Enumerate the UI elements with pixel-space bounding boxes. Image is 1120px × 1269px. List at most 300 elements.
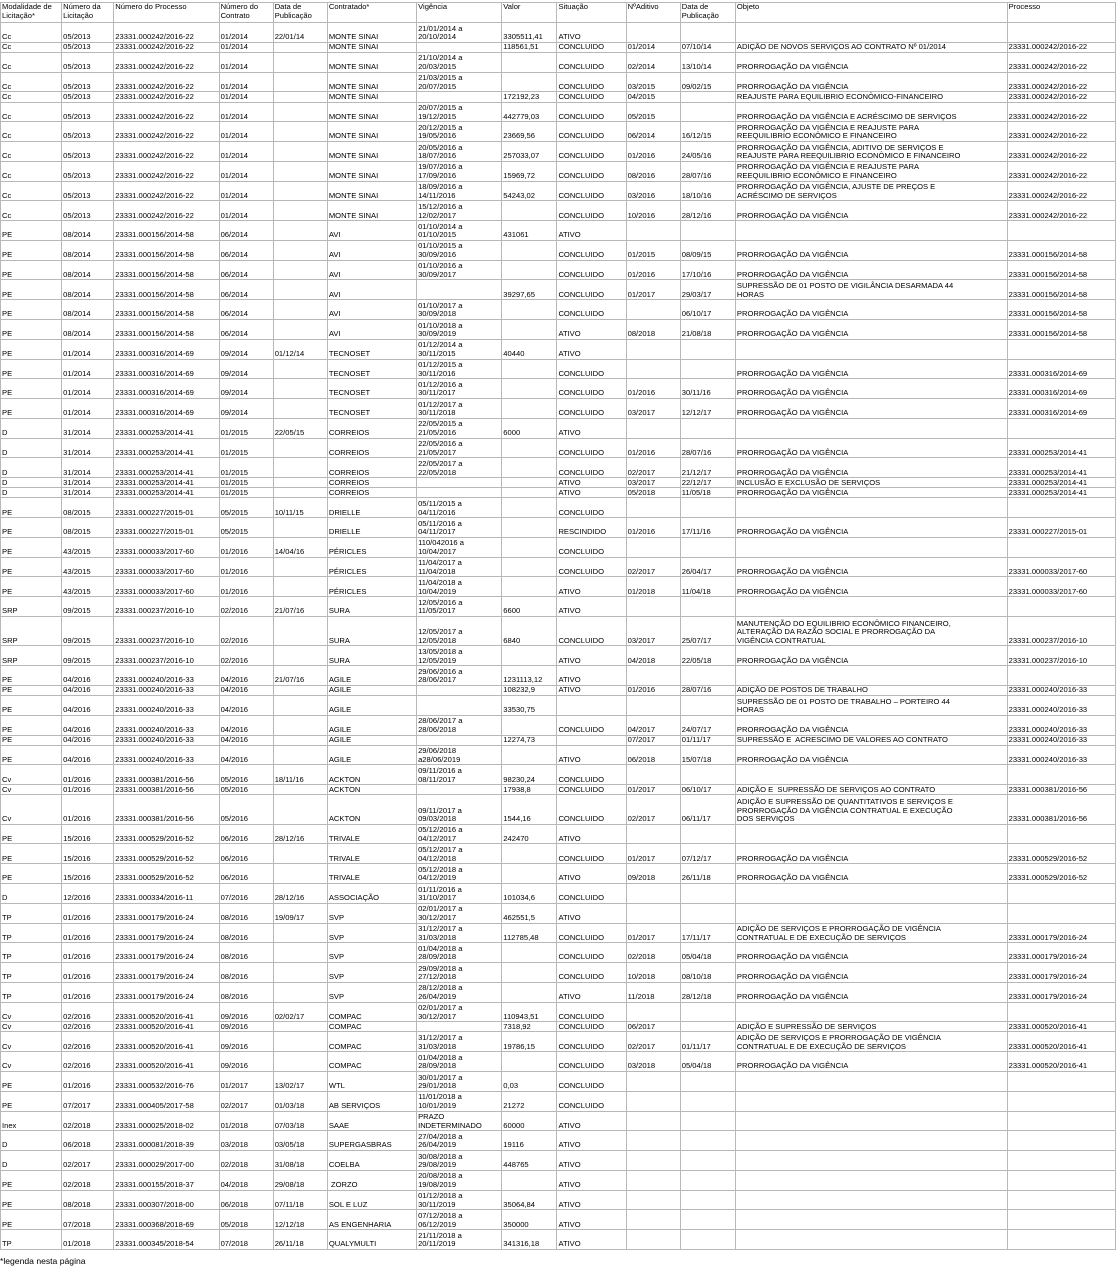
cell-data-publicacao: 26/11/18	[273, 1230, 327, 1250]
cell-situacao	[557, 695, 626, 715]
cell-numero-processo: 23331.000242/2016-22	[114, 142, 219, 162]
cell-valor: 462551,5	[502, 903, 557, 923]
cell-modalidade: PE	[1, 1170, 62, 1190]
cell-vigencia: 21/10/2014 a 20/03/2015	[417, 52, 502, 72]
cell-numero-licitacao: 08/2018	[62, 1190, 114, 1210]
cell-situacao: ATIVO	[557, 478, 626, 488]
cell-data-publicacao	[273, 646, 327, 666]
cell-numero-processo: 23331.000316/2014-69	[114, 359, 219, 379]
cell-objeto	[735, 1072, 1007, 1092]
cell-numero-contrato: 06/2014	[219, 319, 273, 339]
cell-numero-processo: 23331.000316/2014-69	[114, 339, 219, 359]
cell-processo: 23331.000240/2016-33	[1007, 685, 1115, 695]
cell-vigencia: 12/05/2017 a 12/05/2018	[417, 616, 502, 645]
cell-data-publicacao-aditivo	[680, 1022, 735, 1032]
cell-objeto: PRORROGAÇÃO DA VIGÊNCIA	[735, 399, 1007, 419]
cell-numero-processo: 23331.000242/2016-22	[114, 23, 219, 43]
cell-aditivo	[626, 903, 680, 923]
cell-numero-processo: 23331.000033/2017-60	[114, 557, 219, 577]
table-row	[1, 1091, 1116, 1111]
cell-objeto	[735, 537, 1007, 557]
cell-data-publicacao-aditivo: 24/07/17	[680, 715, 735, 735]
cell-aditivo: 06/2018	[626, 745, 680, 765]
cell-aditivo	[626, 359, 680, 379]
cell-data-publicacao: 22/05/15	[273, 418, 327, 438]
cell-valor: 15969,72	[502, 161, 557, 181]
cell-numero-licitacao: 01/2014	[62, 359, 114, 379]
cell-numero-licitacao: 01/2014	[62, 399, 114, 419]
cell-data-publicacao-aditivo: 21/08/18	[680, 319, 735, 339]
table-row	[1, 735, 1116, 745]
cell-data-publicacao-aditivo: 17/11/17	[680, 923, 735, 943]
cell-objeto: PRORROGAÇÃO DA VIGÊNCIA	[735, 488, 1007, 498]
cell-objeto	[735, 23, 1007, 43]
cell-numero-contrato: 01/2014	[219, 201, 273, 221]
cell-valor	[502, 240, 557, 260]
cell-situacao: CONCLUIDO	[557, 1032, 626, 1052]
cell-objeto	[735, 1170, 1007, 1190]
cell-processo: 23331.000033/2017-60	[1007, 577, 1115, 597]
table-row	[1, 1230, 1116, 1250]
cell-modalidade: PE	[1, 1072, 62, 1092]
cell-processo: 23331.000242/2016-22	[1007, 142, 1115, 162]
cell-numero-contrato: 09/2014	[219, 359, 273, 379]
cell-numero-processo: 23331.000156/2014-58	[114, 260, 219, 280]
cell-data-publicacao-aditivo: 26/11/18	[680, 864, 735, 884]
cell-numero-licitacao: 01/2016	[62, 982, 114, 1002]
table-row	[1, 478, 1116, 488]
cell-contratado: AVI	[327, 319, 416, 339]
cell-modalidade: D	[1, 458, 62, 478]
cell-data-publicacao-aditivo: 26/04/17	[680, 557, 735, 577]
cell-numero-licitacao: 05/2013	[62, 72, 114, 92]
cell-data-publicacao-aditivo	[680, 883, 735, 903]
cell-modalidade: Cc	[1, 201, 62, 221]
cell-situacao: ATIVO	[557, 646, 626, 666]
cell-data-publicacao-aditivo: 06/10/17	[680, 300, 735, 320]
cell-aditivo: 01/2016	[626, 142, 680, 162]
cell-valor	[502, 498, 557, 518]
cell-aditivo: 01/2016	[626, 260, 680, 280]
cell-processo: 23331.000179/2016-24	[1007, 982, 1115, 1002]
cell-objeto: PRORROGAÇÃO DA VIGÊNCIA	[735, 438, 1007, 458]
cell-modalidade: Cc	[1, 122, 62, 142]
cell-valor: 54243,02	[502, 181, 557, 201]
cell-data-publicacao: 13/02/17	[273, 1072, 327, 1092]
cell-numero-contrato: 01/2018	[219, 1111, 273, 1131]
cell-numero-contrato: 02/2017	[219, 1091, 273, 1111]
cell-situacao: ATIVO	[557, 982, 626, 1002]
table-row	[1, 577, 1116, 597]
cell-data-publicacao	[273, 102, 327, 122]
cell-aditivo: 01/2014	[626, 42, 680, 52]
table-row	[1, 1072, 1116, 1092]
table-row	[1, 488, 1116, 498]
cell-data-publicacao	[273, 280, 327, 300]
cell-objeto: SUPRESSÃO E ACRESCIMO DE VALORES AO CONTRATO	[735, 735, 1007, 745]
cell-numero-contrato: 01/2015	[219, 478, 273, 488]
cell-processo: 23331.000520/2016-41	[1007, 1032, 1115, 1052]
cell-processo: 23331.000316/2014-69	[1007, 399, 1115, 419]
cell-data-publicacao	[273, 715, 327, 735]
cell-numero-contrato: 08/2016	[219, 903, 273, 923]
cell-numero-processo: 23331.000240/2016-33	[114, 715, 219, 735]
cell-data-publicacao-aditivo	[680, 765, 735, 785]
cell-vigencia: 01/04/2018 a 28/09/2018	[417, 943, 502, 963]
cell-data-publicacao-aditivo	[680, 418, 735, 438]
cell-numero-processo: 23331.000240/2016-33	[114, 735, 219, 745]
cell-data-publicacao	[273, 42, 327, 52]
cell-vigencia: 01/04/2018 a 28/09/2018	[417, 1052, 502, 1072]
cell-modalidade: Cv	[1, 1032, 62, 1052]
cell-contratado: PÉRICLES	[327, 577, 416, 597]
cell-processo: 23331.000529/2016-52	[1007, 844, 1115, 864]
cell-numero-processo: 23331.000156/2014-58	[114, 319, 219, 339]
cell-data-publicacao-aditivo: 28/12/18	[680, 982, 735, 1002]
cell-contratado: MONTE SINAI	[327, 102, 416, 122]
cell-situacao: CONCLUIDO	[557, 260, 626, 280]
cell-processo	[1007, 765, 1115, 785]
cell-data-publicacao: 22/01/14	[273, 23, 327, 43]
header-processo: Processo	[1007, 3, 1115, 23]
table-row	[1, 666, 1116, 686]
cell-numero-licitacao: 08/2015	[62, 498, 114, 518]
cell-numero-licitacao: 01/2014	[62, 379, 114, 399]
cell-objeto: ADIÇÃO DE SERVIÇOS E PRORROGAÇÃO DE VIGÊNCIA CONTRATUAL E DE EXECUÇÃO DE SERVIÇOS	[735, 923, 1007, 943]
cell-numero-contrato: 01/2016	[219, 557, 273, 577]
cell-aditivo	[626, 1072, 680, 1092]
cell-contratado: AGILE	[327, 685, 416, 695]
cell-data-publicacao-aditivo: 01/11/17	[680, 735, 735, 745]
cell-numero-contrato: 08/2016	[219, 923, 273, 943]
cell-modalidade: PE	[1, 685, 62, 695]
cell-situacao: CONCLUIDO	[557, 72, 626, 92]
cell-objeto: ADIÇÃO E SUPRESSÃO DE SERVIÇOS	[735, 1022, 1007, 1032]
cell-numero-processo: 23331.000253/2014-41	[114, 488, 219, 498]
cell-vigencia: 05/11/2016 a 04/11/2017	[417, 518, 502, 538]
cell-data-publicacao-aditivo: 28/07/16	[680, 161, 735, 181]
cell-aditivo: 01/2016	[626, 518, 680, 538]
cell-aditivo	[626, 1230, 680, 1250]
cell-aditivo	[626, 666, 680, 686]
cell-data-publicacao	[273, 695, 327, 715]
cell-data-publicacao-aditivo: 28/12/16	[680, 201, 735, 221]
table-row	[1, 785, 1116, 795]
cell-contratado: SURA	[327, 646, 416, 666]
cell-situacao: ATIVO	[557, 339, 626, 359]
cell-valor: 1544,16	[502, 795, 557, 824]
cell-data-publicacao-aditivo: 28/07/16	[680, 438, 735, 458]
cell-modalidade: PE	[1, 745, 62, 765]
cell-numero-licitacao: 43/2015	[62, 557, 114, 577]
cell-vigencia	[417, 478, 502, 488]
cell-contratado: CORREIOS	[327, 488, 416, 498]
cell-aditivo: 08/2018	[626, 319, 680, 339]
cell-situacao: CONCLUIDO	[557, 498, 626, 518]
cell-data-publicacao	[273, 735, 327, 745]
cell-vigencia: 01/10/2014 a 01/10/2015	[417, 221, 502, 241]
cell-situacao: ATIVO	[557, 1230, 626, 1250]
cell-objeto	[735, 418, 1007, 438]
cell-numero-processo: 23331.000242/2016-22	[114, 161, 219, 181]
cell-objeto	[735, 1210, 1007, 1230]
cell-modalidade: Cc	[1, 72, 62, 92]
cell-situacao: CONCLUIDO	[557, 102, 626, 122]
cell-valor: 19786,15	[502, 1032, 557, 1052]
header-modalidade: Modalidade de Licitação*	[1, 3, 62, 23]
cell-modalidade: PE	[1, 300, 62, 320]
cell-modalidade: TP	[1, 923, 62, 943]
cell-numero-licitacao: 31/2014	[62, 458, 114, 478]
cell-situacao: CONCLUIDO	[557, 280, 626, 300]
cell-data-publicacao-aditivo: 06/10/17	[680, 785, 735, 795]
cell-numero-processo: 23331.000532/2016-76	[114, 1072, 219, 1092]
cell-vigencia: 05/12/2017 a 04/12/2018	[417, 844, 502, 864]
cell-numero-contrato: 01/2014	[219, 122, 273, 142]
cell-modalidade: D	[1, 1151, 62, 1171]
cell-situacao: CONCLUIDO	[557, 300, 626, 320]
table-row	[1, 102, 1116, 122]
cell-objeto	[735, 1111, 1007, 1131]
cell-valor: 40440	[502, 339, 557, 359]
cell-contratado: MONTE SINAI	[327, 42, 416, 52]
cell-contratado: ACKTON	[327, 765, 416, 785]
cell-numero-contrato: 01/2015	[219, 418, 273, 438]
cell-numero-contrato: 06/2016	[219, 864, 273, 884]
table-row	[1, 300, 1116, 320]
cell-processo: 23331.000242/2016-22	[1007, 52, 1115, 72]
cell-data-publicacao-aditivo	[680, 498, 735, 518]
cell-modalidade: PE	[1, 537, 62, 557]
cell-situacao	[557, 735, 626, 745]
cell-numero-processo: 23331.000155/2018-37	[114, 1170, 219, 1190]
cell-vigencia: 01/10/2018 a 30/09/2019	[417, 319, 502, 339]
cell-modalidade: PE	[1, 260, 62, 280]
cell-contratado: SVP	[327, 982, 416, 1002]
cell-numero-licitacao: 15/2016	[62, 844, 114, 864]
cell-data-publicacao	[273, 478, 327, 488]
cell-contratado: COMPAC	[327, 1052, 416, 1072]
cell-aditivo	[626, 597, 680, 617]
cell-numero-processo: 23331.000520/2016-41	[114, 1022, 219, 1032]
cell-vigencia: 02/01/2017 a 30/12/2017	[417, 1002, 502, 1022]
cell-numero-contrato: 01/2014	[219, 181, 273, 201]
cell-numero-processo: 23331.000529/2016-52	[114, 824, 219, 844]
cell-valor: 12274,73	[502, 735, 557, 745]
cell-numero-processo: 23331.000381/2016-56	[114, 795, 219, 824]
cell-data-publicacao	[273, 963, 327, 983]
cell-data-publicacao	[273, 122, 327, 142]
cell-processo	[1007, 1210, 1115, 1230]
cell-processo	[1007, 1190, 1115, 1210]
cell-modalidade: Cc	[1, 181, 62, 201]
cell-numero-licitacao: 01/2016	[62, 923, 114, 943]
cell-numero-licitacao: 09/2015	[62, 597, 114, 617]
cell-situacao: CONCLUIDO	[557, 142, 626, 162]
cell-aditivo: 01/2017	[626, 844, 680, 864]
table-row	[1, 1032, 1116, 1052]
cell-data-publicacao-aditivo: 08/10/18	[680, 963, 735, 983]
cell-objeto: PRORROGAÇÃO DA VIGÊNCIA	[735, 240, 1007, 260]
cell-numero-contrato: 05/2018	[219, 1210, 273, 1230]
cell-vigencia: 22/05/2015 a 21/05/2016	[417, 418, 502, 438]
cell-processo: 23331.000316/2014-69	[1007, 359, 1115, 379]
cell-aditivo: 03/2018	[626, 1052, 680, 1072]
cell-aditivo: 03/2017	[626, 399, 680, 419]
cell-data-publicacao-aditivo: 06/11/17	[680, 795, 735, 824]
contracts-table	[0, 2, 1116, 1250]
cell-objeto: PRORROGAÇÃO DA VIGÊNCIA	[735, 982, 1007, 1002]
cell-modalidade: D	[1, 1131, 62, 1151]
cell-processo	[1007, 1131, 1115, 1151]
cell-valor: 112785,48	[502, 923, 557, 943]
table-row	[1, 518, 1116, 538]
cell-aditivo	[626, 765, 680, 785]
cell-numero-processo: 23331.000242/2016-22	[114, 92, 219, 102]
cell-aditivo	[626, 824, 680, 844]
cell-contratado: AGILE	[327, 695, 416, 715]
cell-objeto: ADIÇÃO DE NOVOS SERVIÇOS AO CONTRATO Nº 01/2014	[735, 42, 1007, 52]
cell-data-publicacao-aditivo: 05/04/18	[680, 1052, 735, 1072]
cell-numero-licitacao: 07/2017	[62, 1091, 114, 1111]
cell-numero-processo: 23331.000240/2016-33	[114, 685, 219, 695]
header-situacao: Situação	[557, 3, 626, 23]
cell-numero-licitacao: 02/2016	[62, 1022, 114, 1032]
table-row	[1, 122, 1116, 142]
cell-modalidade: D	[1, 488, 62, 498]
cell-contratado: AVI	[327, 260, 416, 280]
cell-valor: 257033,07	[502, 142, 557, 162]
cell-numero-processo: 23331.000156/2014-58	[114, 240, 219, 260]
cell-numero-processo: 23331.000242/2016-22	[114, 122, 219, 142]
cell-situacao: RESCINDIDO	[557, 518, 626, 538]
cell-data-publicacao-aditivo	[680, 102, 735, 122]
cell-contratado: MONTE SINAI	[327, 52, 416, 72]
cell-modalidade: D	[1, 418, 62, 438]
cell-vigencia: 15/12/2016 a 12/02/2017	[417, 201, 502, 221]
cell-vigencia	[417, 280, 502, 300]
cell-contratado: MONTE SINAI	[327, 92, 416, 102]
table-row	[1, 418, 1116, 438]
cell-processo: 23331.000381/2016-56	[1007, 795, 1115, 824]
cell-objeto	[735, 903, 1007, 923]
cell-data-publicacao-aditivo: 30/11/16	[680, 379, 735, 399]
cell-numero-processo: 23331.000081/2018-39	[114, 1131, 219, 1151]
table-row	[1, 1022, 1116, 1032]
cell-valor	[502, 1052, 557, 1072]
cell-data-publicacao	[273, 844, 327, 864]
cell-valor	[502, 201, 557, 221]
cell-modalidade: PE	[1, 399, 62, 419]
cell-contratado: QUALYMULTI	[327, 1230, 416, 1250]
cell-data-publicacao	[273, 864, 327, 884]
cell-modalidade: TP	[1, 1230, 62, 1250]
cell-situacao: ATIVO	[557, 1151, 626, 1171]
cell-vigencia: 30/01/2017 a 29/01/2018	[417, 1072, 502, 1092]
cell-contratado: MONTE SINAI	[327, 161, 416, 181]
cell-numero-licitacao: 05/2013	[62, 52, 114, 72]
cell-vigencia: 28/06/2017 a 28/06/2018	[417, 715, 502, 735]
cell-vigencia: 01/10/2016 a 30/09/2017	[417, 260, 502, 280]
cell-valor	[502, 982, 557, 1002]
cell-modalidade: Cc	[1, 52, 62, 72]
cell-vigencia: 18/09/2016 a 14/11/2016	[417, 181, 502, 201]
cell-data-publicacao	[273, 181, 327, 201]
cell-modalidade: PE	[1, 666, 62, 686]
cell-objeto	[735, 597, 1007, 617]
cell-data-publicacao-aditivo: 05/04/18	[680, 943, 735, 963]
table-row	[1, 1151, 1116, 1171]
cell-objeto: ADIÇÃO E SUPRESSÃO DE SERVIÇOS AO CONTRATO	[735, 785, 1007, 795]
cell-contratado: COMPAC	[327, 1032, 416, 1052]
cell-numero-contrato: 04/2016	[219, 695, 273, 715]
cell-aditivo	[626, 1131, 680, 1151]
cell-valor	[502, 577, 557, 597]
cell-processo	[1007, 23, 1115, 43]
cell-aditivo: 04/2017	[626, 715, 680, 735]
cell-objeto	[735, 824, 1007, 844]
cell-processo	[1007, 597, 1115, 617]
cell-processo	[1007, 1170, 1115, 1190]
cell-aditivo: 03/2015	[626, 72, 680, 92]
cell-numero-contrato: 09/2014	[219, 399, 273, 419]
cell-data-publicacao	[273, 52, 327, 72]
cell-vigencia: PRAZO INDETERMINADO	[417, 1111, 502, 1131]
cell-numero-processo: 23331.000242/2016-22	[114, 102, 219, 122]
cell-vigencia: 29/09/2018 a 27/12/2018	[417, 963, 502, 983]
cell-valor	[502, 715, 557, 735]
cell-data-publicacao	[273, 488, 327, 498]
cell-valor	[502, 458, 557, 478]
cell-modalidade: PE	[1, 735, 62, 745]
cell-data-publicacao-aditivo: 09/02/15	[680, 72, 735, 92]
cell-numero-processo: 23331.000520/2016-41	[114, 1052, 219, 1072]
cell-data-publicacao-aditivo	[680, 1072, 735, 1092]
table-row	[1, 1111, 1116, 1131]
cell-numero-processo: 23331.000242/2016-22	[114, 201, 219, 221]
cell-contratado: MONTE SINAI	[327, 23, 416, 43]
table-row	[1, 161, 1116, 181]
cell-numero-licitacao: 12/2016	[62, 883, 114, 903]
cell-numero-licitacao: 31/2014	[62, 438, 114, 458]
cell-numero-processo: 23331.000179/2016-24	[114, 923, 219, 943]
cell-processo: 23331.000242/2016-22	[1007, 92, 1115, 102]
cell-numero-processo: 23331.000520/2016-41	[114, 1032, 219, 1052]
cell-aditivo: 01/2016	[626, 685, 680, 695]
cell-objeto: SUPRESSÃO DE 01 POSTO DE TRABALHO – PORTEIRO 44 HORAS	[735, 695, 1007, 715]
table-row	[1, 795, 1116, 824]
cell-situacao: CONCLUIDO	[557, 795, 626, 824]
cell-processo	[1007, 1230, 1115, 1250]
cell-contratado: WTL	[327, 1072, 416, 1092]
cell-modalidade: Cc	[1, 102, 62, 122]
cell-vigencia	[417, 1022, 502, 1032]
cell-vigencia: 21/01/2014 a 20/10/2014	[417, 23, 502, 43]
cell-objeto	[735, 1002, 1007, 1022]
cell-objeto	[735, 221, 1007, 241]
cell-situacao: ATIVO	[557, 597, 626, 617]
cell-situacao: ATIVO	[557, 577, 626, 597]
cell-processo: 23331.000253/2014-41	[1007, 458, 1115, 478]
cell-modalidade: TP	[1, 982, 62, 1002]
table-row	[1, 1210, 1116, 1230]
cell-valor: 350000	[502, 1210, 557, 1230]
cell-contratado: SUPERGASBRAS	[327, 1131, 416, 1151]
cell-data-publicacao	[273, 142, 327, 162]
table-row	[1, 1190, 1116, 1210]
table-row	[1, 498, 1116, 518]
cell-numero-contrato: 03/2018	[219, 1131, 273, 1151]
